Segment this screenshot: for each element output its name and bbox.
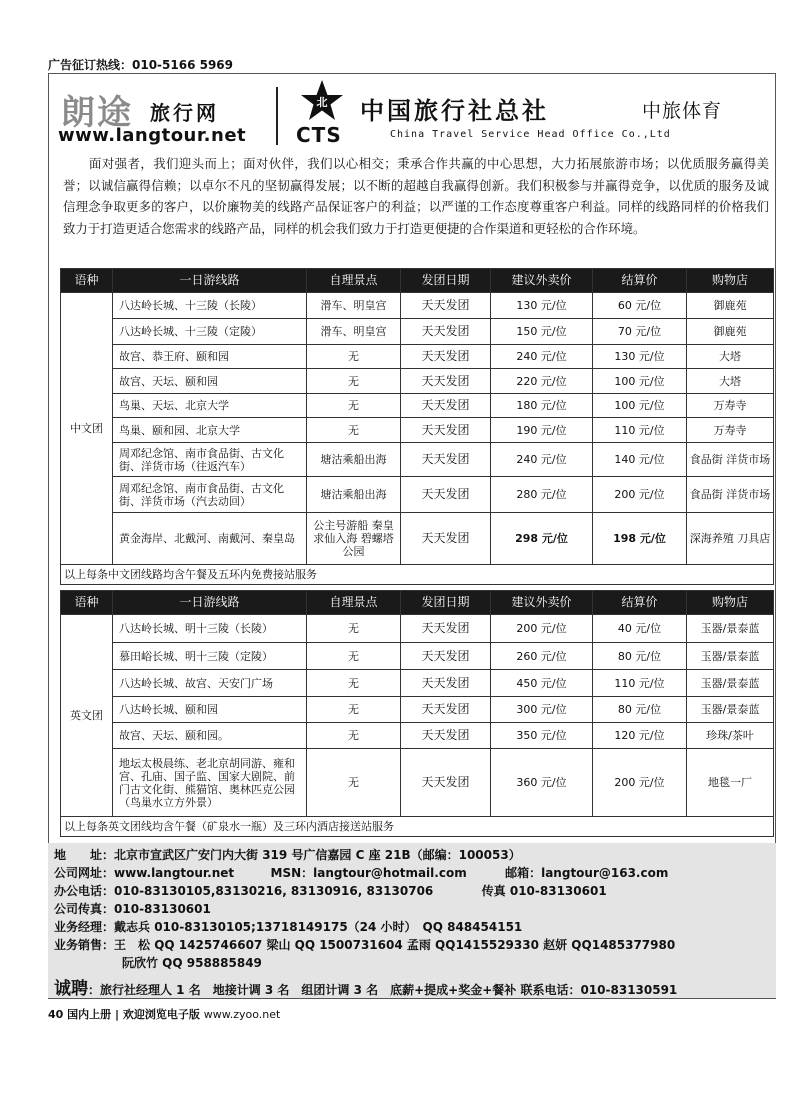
cts-name-en: China Travel Service Head Office Co.,Ltd (390, 129, 671, 140)
extra-attractions-cell: 无 (307, 723, 401, 749)
msn-value: langtour@hotmail.com (313, 866, 467, 880)
col-header-shop: 购物店 (687, 269, 774, 293)
recruit-line (54, 974, 677, 999)
header-divider (276, 87, 278, 145)
settlement-price-cell: 140 元/位 (593, 443, 687, 477)
footer-url[interactable]: www.zyoo.net (203, 1008, 281, 1021)
departure-date-cell: 天天发团 (401, 670, 491, 697)
shopping-store-cell: 大塔 (687, 345, 774, 369)
route-cell: 八达岭长城、明十三陵（长陵） (113, 615, 307, 643)
route-cell: 慕田峪长城、明十三陵（定陵） (113, 643, 307, 670)
col-header-date: 发团日期 (401, 591, 491, 615)
address-value: 北京市宣武区广安门内大街 319 号广信嘉园 C 座 21B（邮编：100053） (114, 848, 521, 862)
table-row (61, 477, 774, 513)
retail-price-cell: 450 元/位 (491, 670, 593, 697)
extra-attractions-cell: 塘沽乘船出海 (307, 477, 401, 513)
sales-value-1: 王 松 QQ 1425746607 梁山 QQ 1500731604 孟雨 QQ1415529330 赵妍 QQ1485377980 (114, 938, 676, 952)
table-note: 以上每条英文团线均含午餐（矿泉水一瓶）及三环内酒店接送站服务 (61, 817, 774, 837)
retail-price-cell: 200 元/位 (491, 615, 593, 643)
website-label: 公司网址： (54, 866, 115, 880)
sales-value-2: 阮欣竹 QQ 958885849 (122, 956, 262, 970)
route-cell: 八达岭长城、故宫、天安门广场 (113, 670, 307, 697)
company-fax-label: 公司传真： (54, 902, 115, 916)
retail-price-cell: 130 元/位 (491, 293, 593, 319)
route-cell: 鸟巢、颐和园、北京大学 (113, 418, 307, 443)
intro-paragraph: 面对强者，我们迎头而上；面对伙伴，我们以心相交；秉承合作共赢的中心思想，大力拓展旅游市场；以优质服务赢得美誉；以诚信赢得信赖；以卓尔不凡的坚韧赢得发展；以不断的超越自我赢得创新。我们积极参与并赢得竞争，以优质的服务及诚信理念争取更多的客户，以价廉物美的线路产品保证客户的利益；以严谨的工作态度尊重客户利益。同样的线路同样的价格我们致力于打造更适合您需求的线路产品，同样的机会我们致力于打造更便捷的合作渠道和更轻松的合作环境。 (63, 156, 769, 236)
header-banner (48, 77, 776, 152)
table-row (61, 697, 774, 723)
table-note-row (61, 817, 774, 837)
col-header-retail: 建议外卖价 (491, 591, 593, 615)
settlement-price-cell: 70 元/位 (593, 319, 687, 345)
shopping-store-cell: 食品街 洋货市场 (687, 477, 774, 513)
settlement-price-cell: 198 元/位 (593, 513, 687, 565)
chinese-table-header (61, 269, 774, 293)
departure-date-cell: 天天发团 (401, 749, 491, 817)
table-row (61, 615, 774, 643)
departure-date-cell: 天天发团 (401, 394, 491, 418)
sales-line-2 (122, 954, 262, 971)
section-name: 国内上册 (67, 1008, 112, 1021)
settlement-price-cell: 200 元/位 (593, 477, 687, 513)
cts-name-cn: 中国旅行社总社 (360, 96, 549, 125)
recruit-value: ：旅行社经理人 1 名 地接计调 3 名 组团计调 3 名 底薪+提成+奖金+餐补 联系电话：010-83130591 (88, 983, 678, 997)
langtour-logo-text: 朗途 (61, 93, 133, 133)
extra-attractions-cell: 无 (307, 615, 401, 643)
ad-hotline: 广告征订热线：010-5166 5969 (48, 58, 234, 72)
col-header-route: 一日游线路 (113, 591, 307, 615)
settlement-price-cell: 200 元/位 (593, 749, 687, 817)
extra-attractions-cell: 滑车、明皇宫 (307, 319, 401, 345)
extra-attractions-cell: 滑车、明皇宫 (307, 293, 401, 319)
shopping-store-cell: 御鹿苑 (687, 293, 774, 319)
shopping-store-cell: 大塔 (687, 369, 774, 394)
departure-date-cell: 天天发团 (401, 697, 491, 723)
shopping-store-cell: 万寿寺 (687, 418, 774, 443)
table-row (61, 443, 774, 477)
col-header-language: 语种 (61, 591, 113, 615)
extra-attractions-cell: 无 (307, 394, 401, 418)
manager-line (54, 918, 522, 935)
cts-star-icon (300, 79, 344, 123)
footer-separator: | (115, 1008, 120, 1021)
langtour-url: www.langtour.net (58, 125, 247, 146)
col-header-extra: 自理景点 (307, 591, 401, 615)
departure-date-cell: 天天发团 (401, 418, 491, 443)
page-footer (48, 1006, 280, 1022)
departure-date-cell: 天天发团 (401, 293, 491, 319)
departure-date-cell: 天天发团 (401, 615, 491, 643)
departure-date-cell: 天天发团 (401, 723, 491, 749)
col-header-retail: 建议外卖价 (491, 269, 593, 293)
retail-price-cell: 240 元/位 (491, 443, 593, 477)
address-label: 地 址： (54, 848, 115, 862)
english-tours-table (60, 590, 774, 837)
departure-date-cell: 天天发团 (401, 443, 491, 477)
route-cell: 八达岭长城、颐和园 (113, 697, 307, 723)
departure-date-cell: 天天发团 (401, 643, 491, 670)
sales-label: 业务销售： (54, 938, 115, 952)
route-cell: 周邓纪念馆、南市食品街、古文化街、洋货市场（往返汽车） (113, 443, 307, 477)
table-row (61, 394, 774, 418)
table-note: 以上每条中文团线路均含午餐及五环内免费接站服务 (61, 565, 774, 585)
settlement-price-cell: 120 元/位 (593, 723, 687, 749)
website-line (54, 864, 668, 881)
route-cell: 周邓纪念馆、南市食品街、古文化街、洋货市场（汽去动回） (113, 477, 307, 513)
table-note-row (61, 565, 774, 585)
manager-value: 戴志兵 010-83130105;13718149175（24 小时） QQ 848454151 (114, 920, 523, 934)
departure-date-cell: 天天发团 (401, 369, 491, 394)
office-phone-label: 办公电话： (54, 884, 115, 898)
retail-price-cell: 280 元/位 (491, 477, 593, 513)
departure-date-cell: 天天发团 (401, 345, 491, 369)
recruit-label: 诚聘 (54, 979, 88, 999)
footer-slogan: 欢迎浏览电子版 (122, 1008, 200, 1021)
table-row (61, 749, 774, 817)
office-phone-line (54, 882, 607, 899)
retail-price-cell: 350 元/位 (491, 723, 593, 749)
manager-label: 业务经理： (54, 920, 115, 934)
english-table-header (61, 591, 774, 615)
shopping-store-cell: 地毯一厂 (687, 749, 774, 817)
departure-date-cell: 天天发团 (401, 319, 491, 345)
shopping-store-cell: 万寿寺 (687, 394, 774, 418)
group-language-cell: 中文团 (61, 293, 113, 565)
route-cell: 鸟巢、天坛、北京大学 (113, 394, 307, 418)
website-link[interactable]: www.langtour.net (114, 866, 235, 880)
page-number: 40 (48, 1008, 64, 1021)
table-row (61, 418, 774, 443)
shopping-store-cell: 玉器/景泰蓝 (687, 697, 774, 723)
extra-attractions-cell: 塘沽乘船出海 (307, 443, 401, 477)
extra-attractions-cell: 无 (307, 418, 401, 443)
shopping-store-cell: 珍珠/茶叶 (687, 723, 774, 749)
address-line (54, 846, 521, 863)
table-row (61, 643, 774, 670)
departure-date-cell: 天天发团 (401, 477, 491, 513)
extra-attractions-cell: 公主号游船 秦皇求仙入海 碧螺塔公园 (307, 513, 401, 565)
col-header-route: 一日游线路 (113, 269, 307, 293)
shopping-store-cell: 玉器/景泰蓝 (687, 643, 774, 670)
retail-price-cell: 180 元/位 (491, 394, 593, 418)
fax-value: 010-83130601 (509, 884, 607, 898)
extra-attractions-cell: 无 (307, 643, 401, 670)
extra-attractions-cell: 无 (307, 345, 401, 369)
table-row (61, 513, 774, 565)
email-link[interactable]: langtour@163.com (541, 866, 669, 880)
chinese-tours-table (60, 268, 774, 585)
cts-star-text: 北 (316, 96, 328, 109)
extra-attractions-cell: 无 (307, 369, 401, 394)
group-language-cell: 英文团 (61, 615, 113, 817)
langtour-logo-subtext: 旅行网 (150, 101, 219, 125)
cts-abbr: CTS (296, 123, 342, 147)
col-header-shop: 购物店 (687, 591, 774, 615)
settlement-price-cell: 60 元/位 (593, 293, 687, 319)
col-header-date: 发团日期 (401, 269, 491, 293)
extra-attractions-cell: 无 (307, 670, 401, 697)
retail-price-cell: 298 元/位 (491, 513, 593, 565)
email-label: 邮箱： (505, 866, 542, 880)
shopping-store-cell: 玉器/景泰蓝 (687, 615, 774, 643)
retail-price-cell: 220 元/位 (491, 369, 593, 394)
retail-price-cell: 190 元/位 (491, 418, 593, 443)
settlement-price-cell: 100 元/位 (593, 394, 687, 418)
route-cell: 八达岭长城、十三陵（长陵） (113, 293, 307, 319)
contact-footer (48, 843, 776, 998)
shopping-store-cell: 御鹿苑 (687, 319, 774, 345)
shopping-store-cell: 食品街 洋货市场 (687, 443, 774, 477)
shopping-store-cell: 玉器/景泰蓝 (687, 670, 774, 697)
cts-sports: 中旅体育 (642, 100, 723, 122)
retail-price-cell: 260 元/位 (491, 643, 593, 670)
route-cell: 故宫、天坛、颐和园 (113, 369, 307, 394)
route-cell: 故宫、恭王府、颐和园 (113, 345, 307, 369)
col-header-settle: 结算价 (593, 591, 687, 615)
table-row (61, 319, 774, 345)
table-row (61, 369, 774, 394)
route-cell: 黄金海岸、北戴河、南戴河、秦皇岛 (113, 513, 307, 565)
shopping-store-cell: 深海养殖 刀具店 (687, 513, 774, 565)
col-header-settle: 结算价 (593, 269, 687, 293)
table-row (61, 723, 774, 749)
settlement-price-cell: 100 元/位 (593, 369, 687, 394)
route-cell: 地坛太极晨练、老北京胡同游、雍和宫、孔庙、国子监、国家大剧院、前门古文化街、熊猫馆、奥林匹克公园（鸟巢水立方外景） (113, 749, 307, 817)
col-header-language: 语种 (61, 269, 113, 293)
office-phone-value: 010-83130105,83130216, 83130916, 83130706 (114, 884, 434, 898)
route-cell: 故宫、天坛、颐和园。 (113, 723, 307, 749)
company-fax-value: 010-83130601 (114, 902, 211, 916)
company-fax-line (54, 900, 211, 917)
extra-attractions-cell: 无 (307, 749, 401, 817)
settlement-price-cell: 110 元/位 (593, 670, 687, 697)
settlement-price-cell: 80 元/位 (593, 643, 687, 670)
route-cell: 八达岭长城、十三陵（定陵） (113, 319, 307, 345)
extra-attractions-cell: 无 (307, 697, 401, 723)
departure-date-cell: 天天发团 (401, 513, 491, 565)
retail-price-cell: 240 元/位 (491, 345, 593, 369)
retail-price-cell: 300 元/位 (491, 697, 593, 723)
settlement-price-cell: 110 元/位 (593, 418, 687, 443)
fax-label: 传真 (481, 884, 506, 898)
col-header-extra: 自理景点 (307, 269, 401, 293)
settlement-price-cell: 40 元/位 (593, 615, 687, 643)
table-row (61, 293, 774, 319)
retail-price-cell: 150 元/位 (491, 319, 593, 345)
table-row (61, 345, 774, 369)
settlement-price-cell: 80 元/位 (593, 697, 687, 723)
settlement-price-cell: 130 元/位 (593, 345, 687, 369)
msn-label: MSN： (270, 866, 314, 880)
table-row (61, 670, 774, 697)
retail-price-cell: 360 元/位 (491, 749, 593, 817)
sales-line (54, 936, 675, 953)
